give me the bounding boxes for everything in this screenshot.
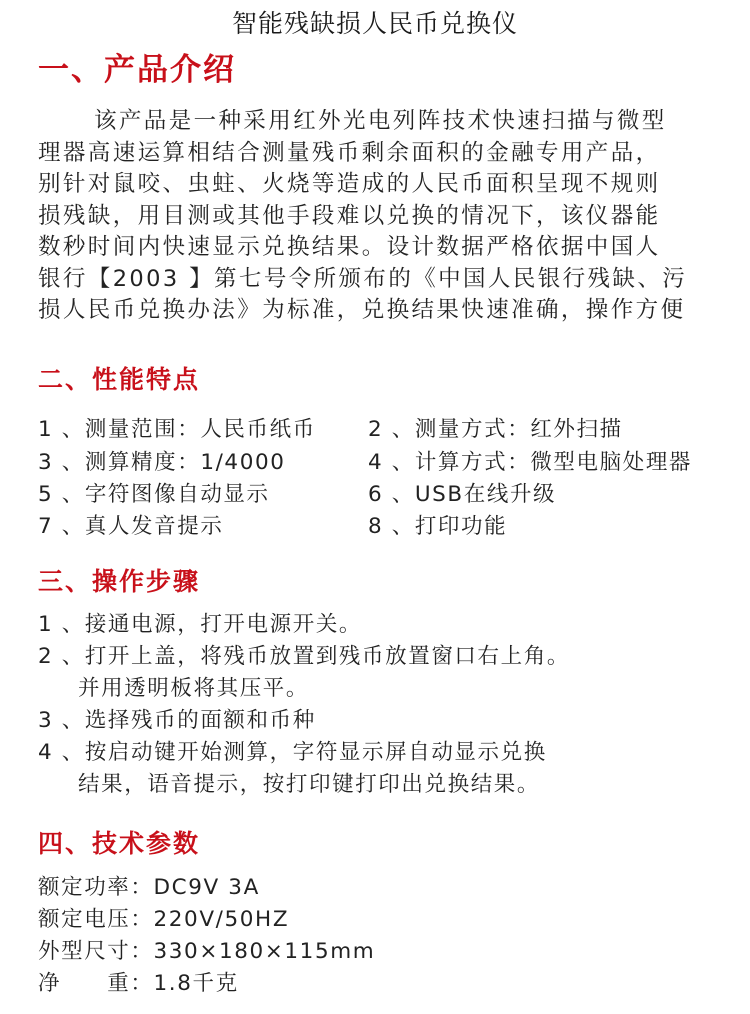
intro-paragraph <box>38 106 738 327</box>
intro-line: 理器高速运算相结合测量残币剩余面积的金融专用产品， <box>38 139 661 166</box>
section-heading-intro: 一、产品介绍 <box>38 52 236 88</box>
intro-line: 数秒时间内快速显示兑换结果。设计数据严格依据中国人 <box>38 234 661 260</box>
step-line: 2 、打开上盖，将残币放置到残币放置窗口右上角。 <box>38 644 570 669</box>
section-heading-steps: 三、操作步骤 <box>38 567 201 596</box>
feature-item: 4 、计算方式：微型电脑处理器 <box>368 450 693 475</box>
intro-line: 该产品是一种采用红外光电列阵技术快速扫描与微型 <box>94 108 667 134</box>
feature-item: 3 、测算精度：1/4000 <box>38 450 286 475</box>
feature-item: 7 、真人发音提示 <box>38 514 224 539</box>
step-line: 并用透明板将其压平。 <box>78 676 310 701</box>
intro-line: 银行【2003 】第七号令所颁布的《中国人民银行残缺、污 <box>38 265 688 292</box>
step-line: 1 、接通电源，打开电源开关。 <box>38 612 363 637</box>
step-line: 结果，语音提示，按打印键打印出兑换结果。 <box>78 772 541 797</box>
spec-item: 外型尺寸：330×180×115mm <box>38 939 376 964</box>
step-line: 4 、按启动键开始测算，字符显示屏自动显示兑换 <box>38 740 547 765</box>
section-heading-features: 二、性能特点 <box>38 365 201 394</box>
section-heading-specs: 四、技术参数 <box>38 829 201 858</box>
intro-line: 损残缺，用目测或其他手段难以兑换的情况下，该仪器能 <box>38 202 661 229</box>
intro-line: 损人民币兑换办法》为标准，兑换结果快速准确，操作方便 <box>38 297 686 323</box>
intro-line: 别针对鼠咬、虫蛀、火烧等造成的人民币面积呈现不规则 <box>38 171 661 197</box>
feature-item: 8 、打印功能 <box>368 514 508 539</box>
step-line: 3 、选择残币的面额和币种 <box>38 708 316 733</box>
feature-item: 1 、测量范围：人民币纸币 <box>38 417 316 442</box>
page-title: 智能残缺损人民币兑换仪 <box>231 9 518 38</box>
spec-item: 净 重：1.8千克 <box>38 971 239 996</box>
spec-item: 额定电压：220V/50HZ <box>38 907 290 932</box>
feature-item: 2 、测量方式：红外扫描 <box>368 417 623 442</box>
feature-item: 5 、字符图像自动显示 <box>38 482 270 507</box>
spec-item: 额定功率：DC9V 3A <box>38 875 260 900</box>
feature-item: 6 、USB在线升级 <box>368 482 557 507</box>
